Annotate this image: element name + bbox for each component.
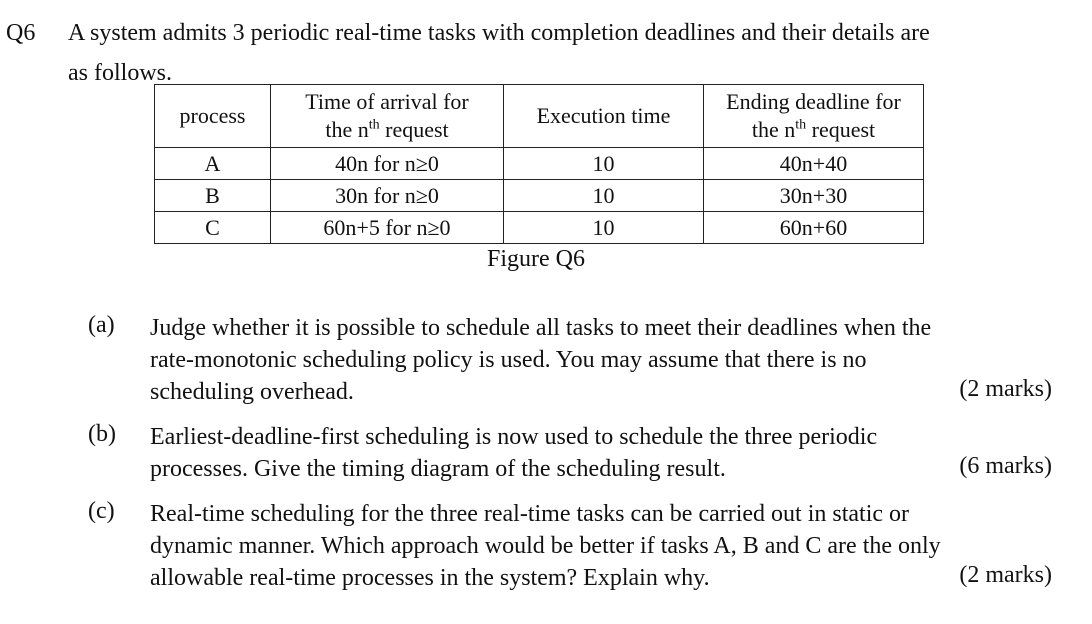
header-process: process	[155, 85, 271, 148]
cell-arrival: 40n for n≥0	[271, 148, 504, 180]
part-a-line: rate-monotonic scheduling policy is used. You may assume that there is no	[150, 347, 867, 373]
part-b-text	[150, 421, 1053, 485]
cell-execution: 10	[504, 148, 704, 180]
part-b-line: Earliest-deadline-first scheduling is now used to schedule the three periodic	[150, 424, 878, 450]
cell-deadline: 40n+40	[704, 148, 924, 180]
part-a-line: Judge whether it is possible to schedule all tasks to meet their deadlines when the	[150, 315, 932, 341]
question-intro-line2: as follows.	[68, 60, 172, 86]
cell-execution: 10	[504, 180, 704, 212]
table-header-row	[155, 85, 924, 148]
part-a-text	[150, 312, 1053, 408]
cell-process: A	[155, 148, 271, 180]
cell-process: B	[155, 180, 271, 212]
part-a-marks: (2 marks)	[959, 376, 1052, 402]
part-b-marks: (6 marks)	[959, 453, 1052, 479]
header-deadline: Ending deadline for the $n^{th}$ request	[704, 85, 924, 148]
part-a-label: (a)	[88, 312, 115, 338]
table-row	[155, 180, 924, 212]
task-table	[154, 84, 924, 244]
header-arrival: Time of arrival for the $n^{th}$ request	[271, 85, 504, 148]
cell-process: C	[155, 212, 271, 244]
part-c-line: dynamic manner. Which approach would be better if tasks A, B and C are the only	[150, 533, 941, 559]
part-c-line: Real-time scheduling for the three real-time tasks can be carried out in static or	[150, 501, 910, 527]
cell-deadline: 60n+60	[704, 212, 924, 244]
cell-arrival: 30n for n≥0	[271, 180, 504, 212]
figure-caption: Figure Q6	[487, 246, 585, 272]
part-c-line: allowable real-time processes in the system? Explain why.	[150, 565, 710, 591]
part-c-text	[150, 498, 1053, 594]
table-row	[155, 212, 924, 244]
header-execution: Execution time	[504, 85, 704, 148]
question-number: Q6	[6, 20, 36, 46]
part-c-marks: (2 marks)	[959, 562, 1052, 588]
cell-execution: 10	[504, 212, 704, 244]
part-c-label: (c)	[88, 498, 115, 524]
cell-arrival: 60n+5 for n≥0	[271, 212, 504, 244]
part-b-label: (b)	[88, 421, 116, 447]
table-row	[155, 148, 924, 180]
cell-deadline: 30n+30	[704, 180, 924, 212]
part-a-line: scheduling overhead.	[150, 379, 354, 405]
question-intro-line1: A system admits 3 periodic real-time tasks with completion deadlines and their details are	[68, 20, 930, 46]
part-b-line: processes. Give the timing diagram of the scheduling result.	[150, 456, 726, 482]
